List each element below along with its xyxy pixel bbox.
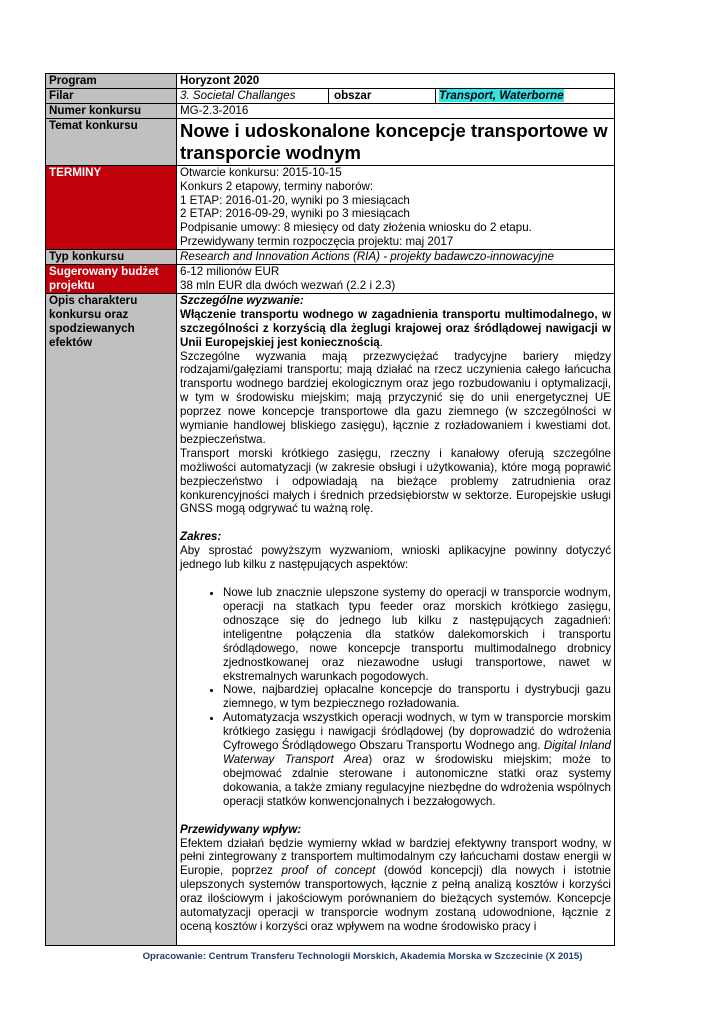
label-typ: Typ konkursu xyxy=(46,250,177,265)
value-budzet xyxy=(177,265,615,294)
wyzwanie-heading: Szczególne wyzwanie: xyxy=(180,293,304,307)
label-opis: Opis charakteru konkursu oraz spodziewanych efektów xyxy=(46,293,177,945)
row-numer xyxy=(46,103,615,118)
label-numer: Numer konkursu xyxy=(46,103,177,118)
row-terminy xyxy=(46,165,615,249)
wyzwanie-paragraph: Transport morski krótkiego zasięgu, rzeczny i kanałowy oferują szczególne możliwości automatyzacji (w zakresie obsługi i użytkowania), które mogą poprawić bezpieczeństwo i odpowiadają na bieżące problemy zatrudnienia oraz konkurencyjności małych i średnich przedsiębiorstw w sektorze. Europejskie usługi GNSS mogą odgrywać tu ważną rolę. xyxy=(180,446,611,516)
wplyw-paragraph: Efektem działań będzie wymierny wkład w bardziej efektywny transport wodny, w pełni zintegrowany z transportem multimodalnym czy łańcuchami dostaw energii w Europie, poprzez proof of concept (dowód koncepcji) dla nowych i istotnie ulepszonych systemów transportowych, łącznie z pełną analizą kosztów i korzyści oraz ilościowym i jakościowym porównaniem do bieżących systemów. Koncepcje automatyzacji operacji w transporcie wodnym zostaną udowodnione, łącznie z oceną kosztów i korzyści oraz wpływem na wodne środowisko pracy i xyxy=(180,836,611,933)
termin-line: Otwarcie konkursu: 2015-10-15 xyxy=(180,165,342,179)
termin-line: Przewidywany termin rozpoczęcia projektu: maj 2017 xyxy=(180,235,454,249)
project-table xyxy=(45,73,615,946)
document xyxy=(45,73,614,946)
zakres-intro: Aby sprostać powyższym wyzwaniom, wnioski aplikacyjne powinny dotyczyć jednego lub kilku z następujących aspektów: xyxy=(180,544,611,572)
wyzwanie-bold-paragraph: Włączenie transportu wodnego w zagadnienia transportu multimodalnego, w szczególności z korzyścią dla żeglugi krajowej oraz śródlądowej nawigacji w Unii Europejskiej jest koniecznością. xyxy=(180,307,611,349)
label-budzet: Sugerowany budżet projektu xyxy=(46,265,177,294)
value-obszar-cell xyxy=(436,88,615,103)
label-temat: Temat konkursu xyxy=(46,118,177,165)
row-program xyxy=(46,74,615,89)
value-temat: Nowe i udoskonalone koncepcje transportowe w transporcie wodnym xyxy=(177,118,615,165)
wyzwanie-bold: Włączenie transportu wodnego w zagadnienia transportu multimodalnego, w szczególności z korzyścią dla żeglugi krajowej oraz śródlądowej nawigacji w Unii Europejskiej jest koniecznością xyxy=(180,307,611,349)
budzet-line: 6-12 milionów EUR xyxy=(180,265,280,279)
budzet-line: 38 mln EUR dla dwóch wezwań (2.2 i 2.3) xyxy=(180,278,396,292)
termin-line: Podpisanie umowy: 8 miesięcy od daty złożenia wniosku do 2 etapu. xyxy=(180,221,532,235)
termin-line: 2 ETAP: 2016-09-29, wyniki po 3 miesiącach xyxy=(180,207,410,221)
row-typ xyxy=(46,250,615,265)
label-terminy: TERMINY xyxy=(46,165,177,249)
value-obszar: Transport, Waterborne xyxy=(439,88,564,102)
termin-line: 1 ETAP: 2016-01-20, wyniki po 3 miesiącach xyxy=(180,193,410,207)
list-item: • Nowe lub znacznie ulepszone systemy do operacji w transporcie wodnym, operacji na statkach typu feeder oraz morskich krótkiego zasięgu, odnoszące się do jednego lub kilku z następujących zagadnień: inteligentne połączenia dla statków dalekomorskich i transportu śródlądowego, nowe koncepcje transportu multimodalnego drobnicy zjednostkowanej oraz niezawodne usługi transportowe, nawet w ekstremalnych warunkach pogodowych. xyxy=(223,586,611,683)
value-numer: MG-2.3-2016 xyxy=(177,103,615,118)
value-terminy xyxy=(177,165,615,249)
termin-line: Konkurs 2 etapowy, terminy naborów: xyxy=(180,179,374,193)
row-opis xyxy=(46,293,615,945)
list-item: • Automatyzacja wszystkich operacji wodnych, w tym w transporcie morskim krótkiego zasięgu i nawigacji śródlądowej (by doprowadzić do wdrożenia Cyfrowego Śródlądowego Obszaru Transportu Wodnego ang. Digital Inland Waterway Transport Area) oraz w środowisku miejskim; może to obejmować zdalnie sterowane i autonomiczne statki oraz systemy dokowania, a także zmiany regulacyjne niezbędne do wdrożenia wspólnych operacji statków konwencjonalnych i bezzałogowych. xyxy=(223,711,611,808)
row-temat xyxy=(46,118,615,165)
row-filar xyxy=(46,88,615,103)
wyzwanie-paragraph: Szczególne wyzwania mają przezwyciężać tradycyjne bariery między rodzajami/gałęziami transportu; mają działać na rzecz uczynienia całego łańcucha transportu wodnego bardziej ekologicznym oraz jego rozbudowaniu i optymalizacji, w tym w środowisku miejskim; mają przyczynić się do unii energetycznej UE poprzez nowe koncepcje transportowe dla gazu ziemnego (w szczególności w wymianie handlowej bliskiego zasięgu), łącznie z rozładowaniem i kwestiami dot. bezpieczeństwa. xyxy=(180,349,611,446)
footer: Opracowanie: Centrum Transferu Technologii Morskich, Akademia Morska w Szczecinie (X 2015) xyxy=(142,951,583,962)
row-budzet xyxy=(46,265,615,294)
value-typ: Research and Innovation Actions (RIA) - projekty badawczo-innowacyjne xyxy=(177,250,615,265)
zakres-list xyxy=(180,586,611,809)
value-opis xyxy=(177,293,615,945)
label-obszar: obszar xyxy=(329,88,436,103)
value-filar: 3. Societal Challanges xyxy=(177,88,329,103)
zakres-heading: Zakres: xyxy=(180,530,222,544)
value-program: Horyzont 2020 xyxy=(177,74,615,89)
wplyw-heading: Przewidywany wpływ: xyxy=(180,822,302,836)
label-program: Program xyxy=(46,74,177,89)
list-item: • Nowe, najbardziej opłacalne koncepcje do transportu i dystrybucji gazu ziemnego, w tym bezpiecznego rozładowania. xyxy=(223,683,611,711)
label-filar: Filar xyxy=(46,88,177,103)
